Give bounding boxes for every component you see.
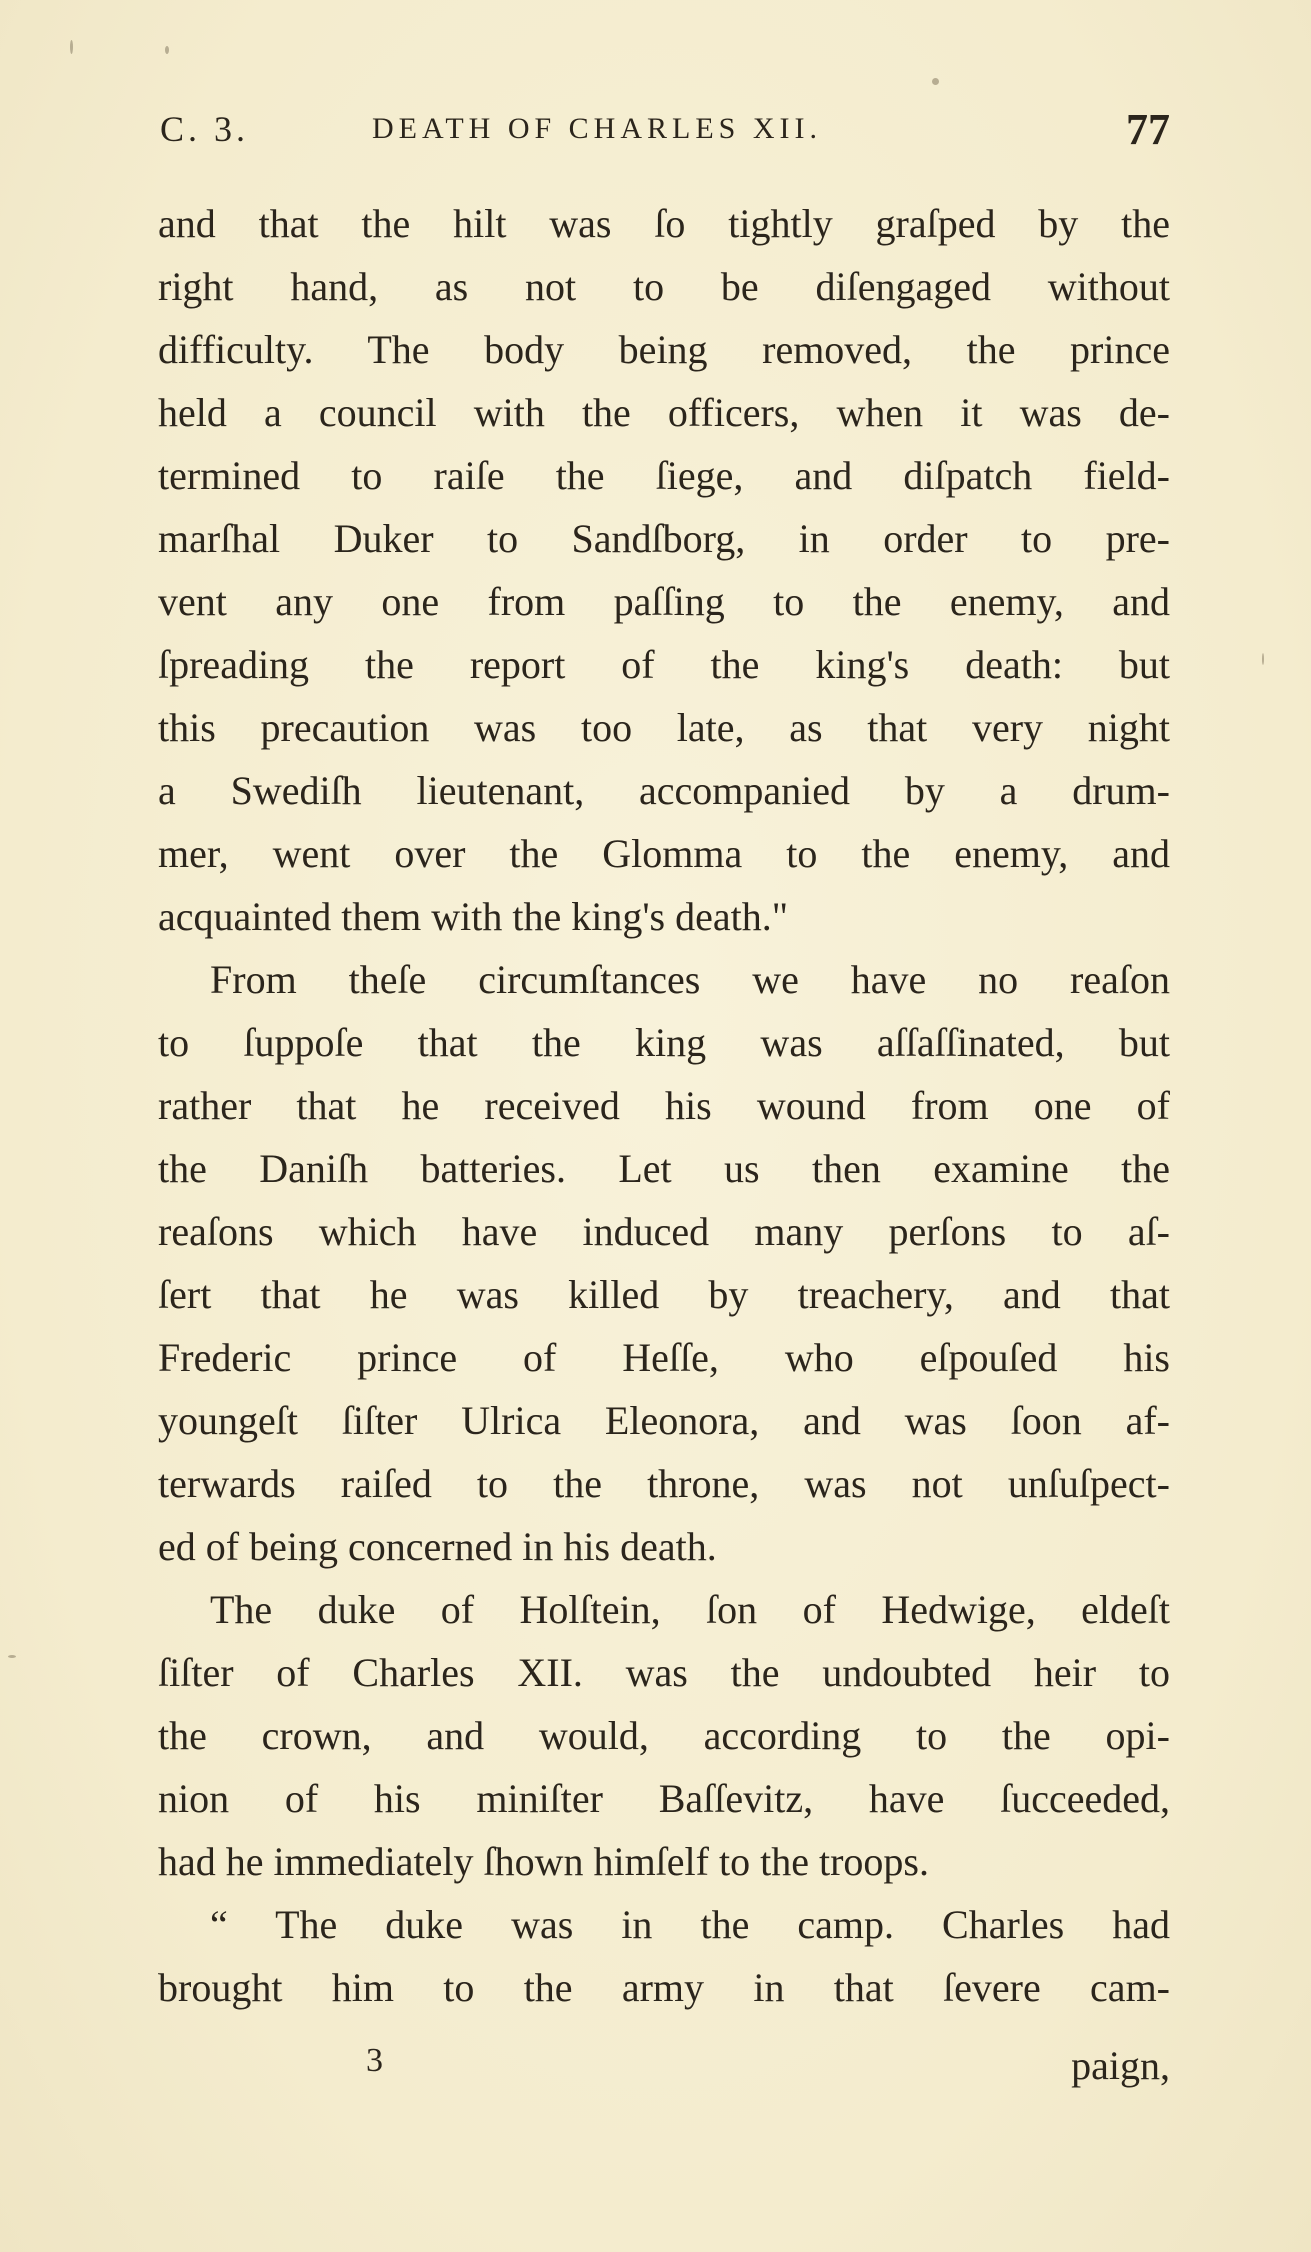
text-line: nion of his miniſter Baſſevitz, have ſucceeded, [158,1776,1170,1821]
body-text [158,192,1170,2019]
text-line: a Swediſh lieutenant, accompanied by a drum- [158,768,1170,813]
text-line: “ The duke was in the camp. Charles had [210,1902,1170,1947]
text-line: vent any one from paſſing to the enemy, and [158,579,1170,624]
text-line: reaſons which have induced many perſons to aſ- [158,1209,1170,1254]
text-line: Frederic prince of Heſſe, who eſpouſed his [158,1335,1170,1380]
text-line: youngeſt ſiſter Ulrica Eleonora, and was ſoon af- [158,1398,1170,1443]
text-line: held a council with the officers, when it was de- [158,390,1170,435]
text-line: From theſe circumſtances we have no reaſon [210,957,1170,1002]
signature-mark: 3 [366,2042,383,2079]
chapter-marker: C. 3. [160,109,250,149]
text-line: ed of being concerned in his death. [158,1524,717,1569]
text-line: ſiſter of Charles XII. was the undoubted heir to [158,1650,1170,1695]
text-line: the Daniſh batteries. Let us then examine the [158,1146,1170,1191]
text-line: termined to raiſe the ſiege, and diſpatch field- [158,453,1170,498]
text-line: brought him to the army in that ſevere cam- [158,1965,1170,2010]
page-number: 77 [1126,105,1170,154]
paper-speck [70,40,73,54]
text-line: ſpreading the report of the king's death: but [158,642,1170,687]
page-footer [158,2042,1170,2102]
paper-speck [8,1655,16,1658]
text-line: rather that he received his wound from one of [158,1083,1170,1128]
catchword: paign, [1071,2043,1170,2088]
paper-speck [165,46,169,54]
text-line: had he immediately ſhown himſelf to the troops. [158,1839,929,1884]
paper-speck [1262,653,1264,665]
text-line: this precaution was too late, as that very night [158,705,1170,750]
text-line: The duke of Holſtein, ſon of Hedwige, eldeſt [210,1587,1170,1632]
text-line: terwards raiſed to the throne, was not unſuſpect- [158,1461,1170,1506]
text-line: and that the hilt was ſo tightly graſped by the [158,201,1170,246]
text-line: difficulty. The body being removed, the prince [158,327,1170,372]
text-line: ſert that he was killed by treachery, and that [158,1272,1170,1317]
text-line: mer, went over the Glomma to the enemy, and [158,831,1170,876]
running-title: DEATH OF CHARLES XII. [372,112,822,145]
text-line: to ſuppoſe that the king was aſſaſſinated, but [158,1020,1170,1065]
text-line: the crown, and would, according to the opi- [158,1713,1170,1758]
paper-speck [932,78,939,85]
text-line: marſhal Duker to Sandſborg, in order to pre- [158,516,1170,561]
text-line: right hand, as not to be diſengaged without [158,264,1170,309]
text-line: acquainted them with the king's death." [158,894,789,939]
running-header [160,105,1170,158]
